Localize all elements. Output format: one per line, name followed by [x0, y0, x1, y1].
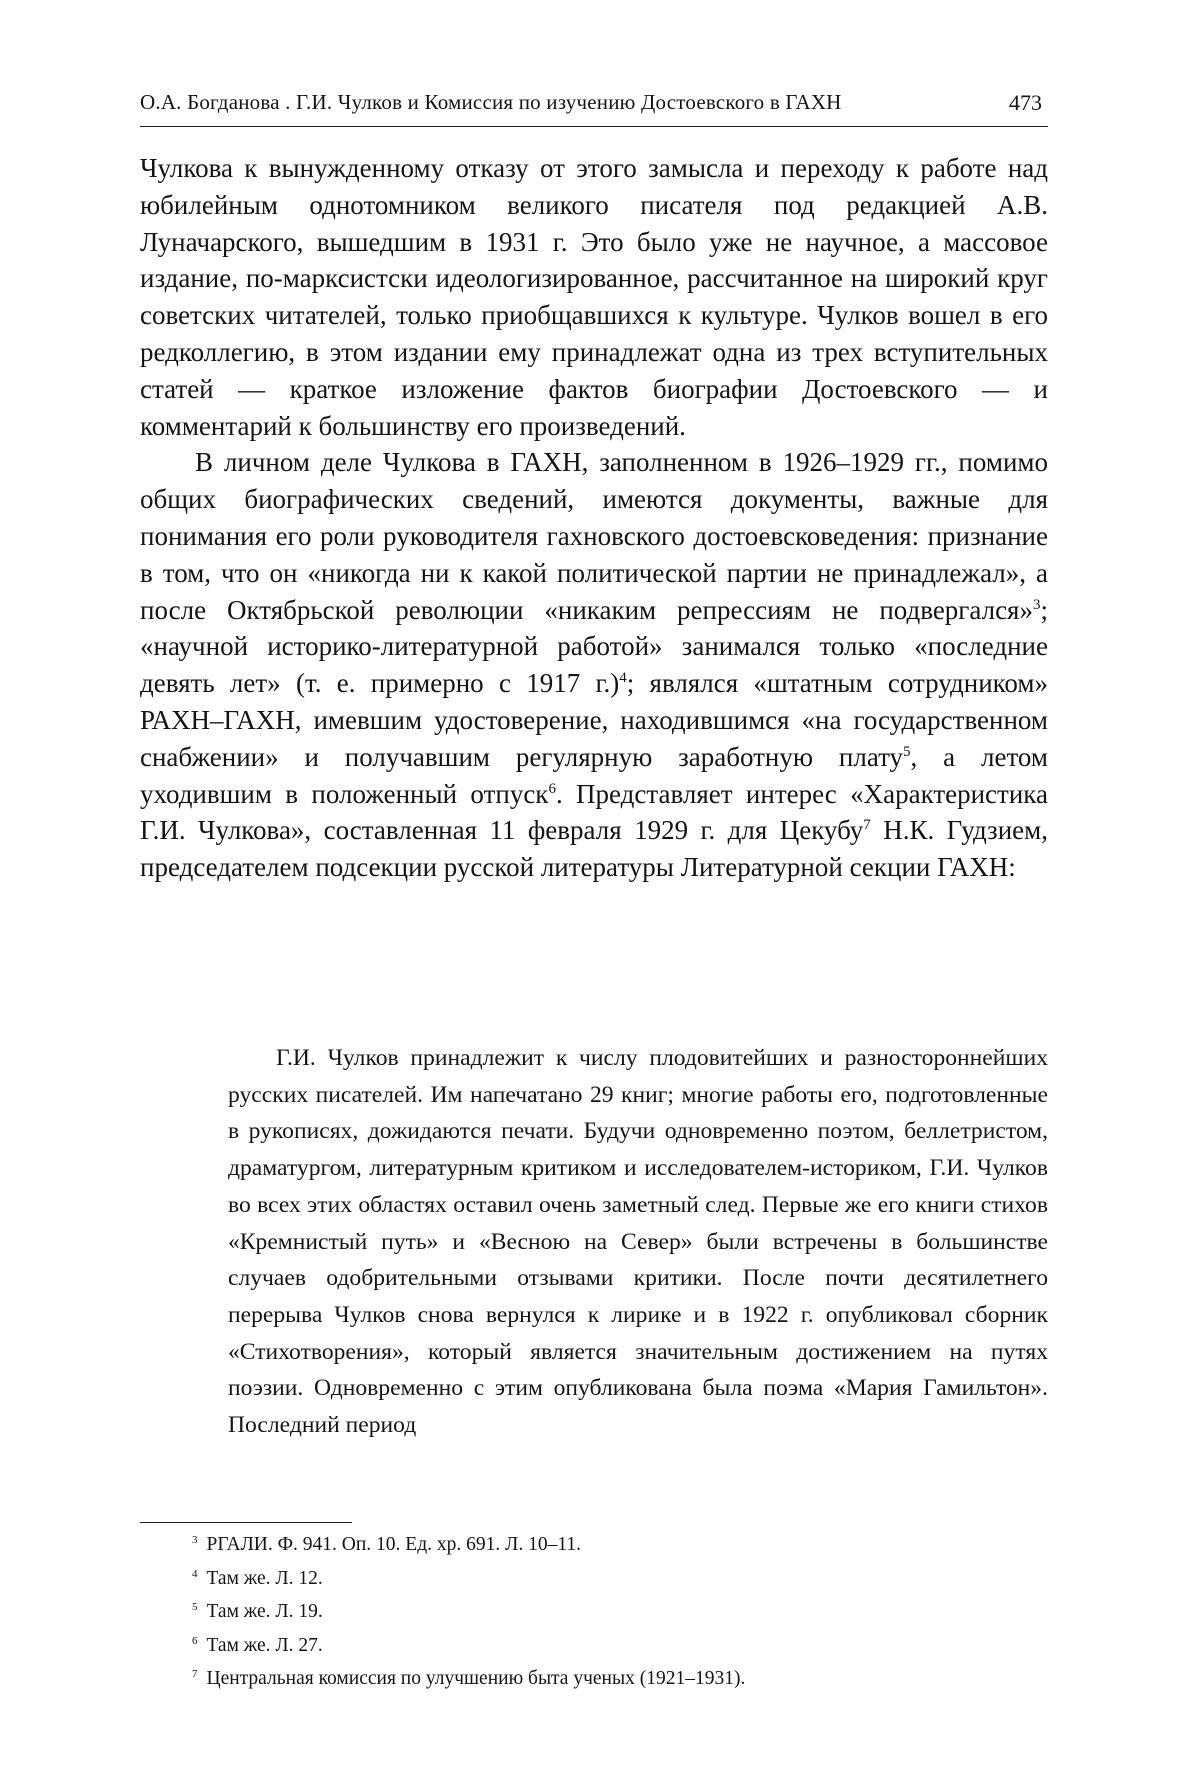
footnote-ref[interactable]: 3	[1032, 596, 1041, 613]
paragraph-text: ; «научной историко-литературной работой» занимался только «последние девять лет» (т. е. примерно с 1917 г.)	[140, 594, 1048, 699]
footnote	[192, 1593, 1052, 1627]
footnote	[192, 1560, 1052, 1594]
body-paragraph	[140, 444, 1048, 886]
running-header	[140, 82, 1048, 127]
footnote	[192, 1526, 1052, 1560]
footnote-number: 3	[192, 1534, 198, 1546]
paragraph-text: , а летом уходившим в положенный отпуск	[140, 741, 1048, 809]
footnote-separator	[140, 1522, 352, 1523]
footnote-number: 4	[192, 1567, 198, 1580]
footnote	[192, 1627, 1052, 1661]
footnote-number: 5	[192, 1601, 198, 1614]
footnotes	[192, 1526, 1052, 1694]
footnote-ref[interactable]: 4	[619, 670, 627, 687]
main-text	[140, 150, 1048, 886]
paragraph-text: Н.К. Гудзием, председателем подсекции русской литературы Литературной секции ГАХН:	[140, 815, 1048, 883]
footnote-ref[interactable]: 5	[903, 743, 911, 760]
body-paragraph: Чулкова к вынужденному отказу от этого замысла и переходу к работе над юбилейным однотомником великого писателя под редакцией А.В. Луначарского, вышедшим в 1931 г. Это было уже не научное, а массовое издание, по-марксистски идеологизированное, рассчитанное на широкий круг советских читателей, только приобщавшихся к культуре. Чулков вошел в его редколлегию, в этом издании ему принадлежат одна из трех вступительных статей — краткое изложение фактов биографии Достоевского — и комментарий к большинству его произведений.	[140, 153, 1048, 441]
footnote-text: РГАЛИ. Ф. 941. Оп. 10. Ед. хр. 691. Л. 10–11.	[206, 1534, 582, 1555]
paragraph-text: . Представляет интерес «Характеристика Г.И. Чулкова», составленная 11 февраля 1929 г. для Цекубу	[140, 778, 1048, 846]
footnote-ref[interactable]: 7	[863, 817, 871, 834]
paragraph-text: ; являлся «штатным сотрудником» РАХН–ГАХН, имевшим удостоверение, находившимся «на государственном снабжении» и получавшим регулярную заработную плату	[140, 668, 1048, 772]
quote-paragraph: Г.И. Чулков принадлежит к числу плодовитейших и разностороннейших русских писателей. Им напечатано 29 книг; многие работы его, подготовленные в рукописях, дожидаются печати. Будучи одновременно поэтом, беллетристом, драматургом, литературным критиком и исследователем-историком, Г.И. Чулков во всех этих областях оставил очень заметный след. Первые же его книги стихов «Кремнистый путь» и «Весною на Север» были встречены в большинстве случаев одобрительными отзывами критики. После почти десятилетнего перерыва Чулков снова вернулся к лирике и в 1922 г. опубликовал сборник «Стихотворения», который является значительным достижением на путях поэзии. Одновременно с этим опубликована была поэма «Мария Гамильтон». Последний период	[228, 1045, 1048, 1439]
paragraph-text: В личном деле Чулкова в ГАХН, заполненном в 1926–1929 гг., помимо общих биографических сведений, имеются документы, важные для понимания его роли руководителя гахновского достоевсковедения: признание в том, что он «никогда ни к какой политической партии не принадлежал», а после Октябрьской революции «никаким репрессиям не подвергался»	[140, 447, 1048, 625]
footnote-ref[interactable]: 6	[548, 780, 556, 797]
running-title: О.А. Богданова . Г.И. Чулков и Комиссия по изучению Достоевского в ГАХН	[140, 90, 842, 114]
footnote-number: 7	[192, 1668, 198, 1681]
footnote-number: 6	[192, 1634, 198, 1647]
footnote-text: Там же. Л. 19.	[206, 1601, 323, 1623]
block-quote	[228, 1040, 1048, 1444]
footnote-text: Там же. Л. 27.	[206, 1634, 323, 1656]
page-number: 473	[1009, 90, 1042, 115]
footnote-text: Там же. Л. 12.	[206, 1567, 323, 1589]
footnote-text: Центральная комиссия по улучшению быта ученых (1921–1931).	[206, 1668, 746, 1690]
footnote	[192, 1660, 1052, 1694]
